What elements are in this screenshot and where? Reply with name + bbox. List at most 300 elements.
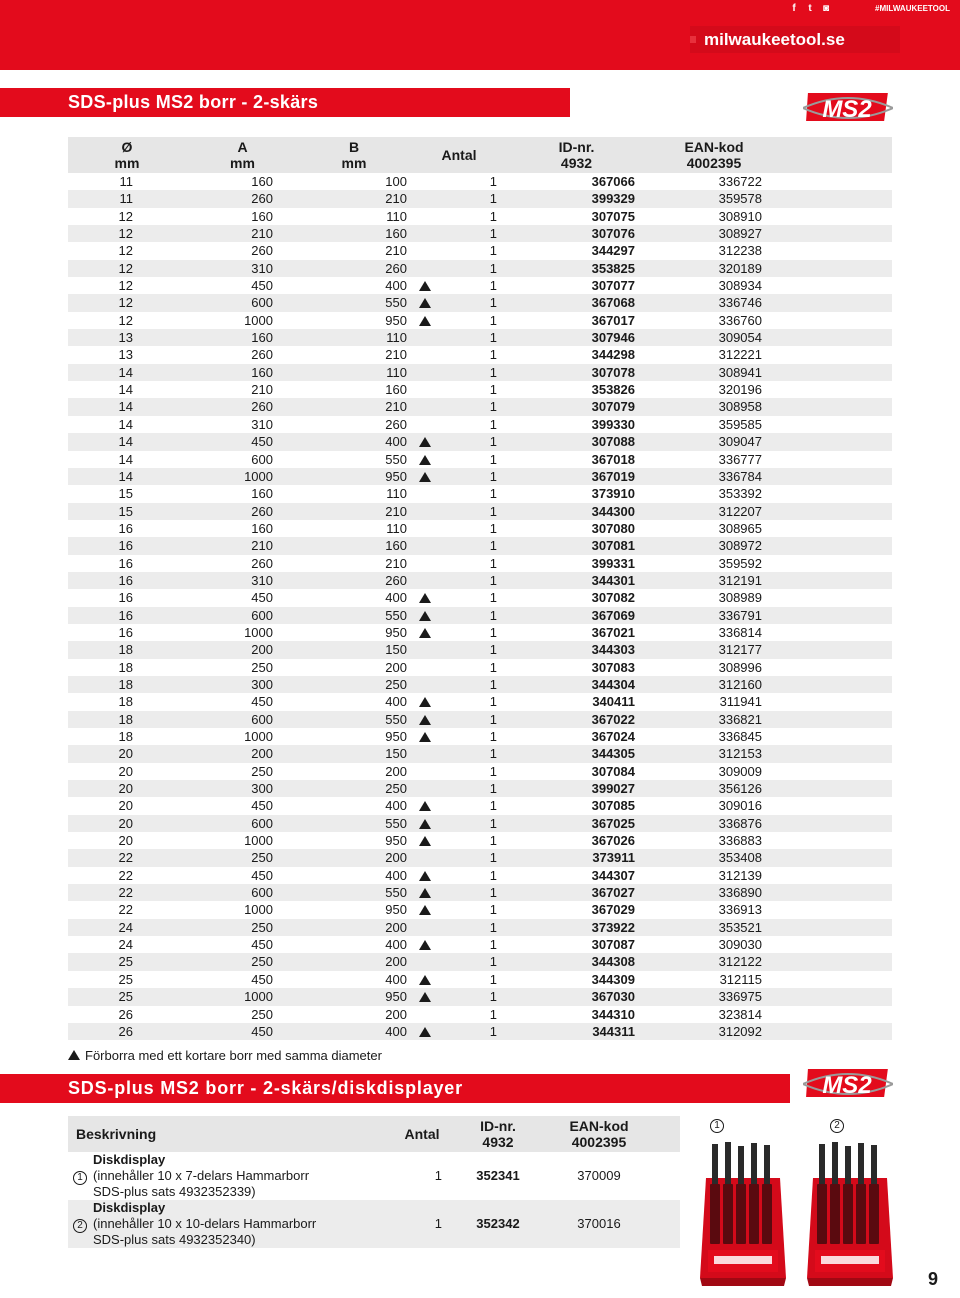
ean-cell: 323814 [718, 1006, 762, 1022]
table-row [68, 485, 892, 502]
ean-cell: 309030 [718, 937, 762, 953]
ean-cell: 336814 [718, 624, 762, 640]
triangle-icon [419, 472, 431, 482]
id-cell: 344304 [591, 676, 635, 692]
instagram-icon[interactable]: ◙ [822, 3, 830, 14]
length-b-cell: 210 [385, 503, 407, 519]
ean-cell: 356126 [718, 781, 762, 797]
product-desc: (innehåller 10 x 7-delars Hammarborr [93, 1168, 310, 1183]
diameter-cell: 24 [118, 937, 133, 953]
diameter-cell: 14 [118, 399, 133, 415]
qty-cell: 1 [489, 347, 497, 363]
triangle-icon [419, 888, 431, 898]
qty-cell: 1 [489, 295, 497, 311]
qty-cell: 1 [489, 746, 497, 762]
qty-cell: 1 [489, 174, 497, 189]
ean-cell: 336883 [718, 833, 762, 849]
site-dot [690, 36, 696, 43]
table-row [68, 329, 892, 346]
id-cell: 307082 [591, 590, 635, 606]
ean-cell: 312160 [718, 676, 762, 692]
qty-cell: 1 [489, 399, 497, 415]
product-name: Diskdisplay [93, 1200, 166, 1215]
id-cell: 307075 [591, 208, 635, 224]
ean-cell: 308972 [718, 538, 762, 554]
id-number: 352341 [476, 1168, 520, 1183]
length-b-cell: 550 [299, 711, 409, 728]
qty-cell: 1 [489, 798, 497, 814]
length-b-cell: 210 [385, 399, 407, 415]
length-a-cell: 310 [251, 416, 273, 432]
triangle-icon [419, 1027, 431, 1037]
length-a-cell: 450 [251, 1023, 273, 1039]
ms2-logo [803, 86, 893, 128]
length-b-cell: 200 [385, 919, 407, 935]
length-b-cell: 550 [299, 607, 409, 624]
length-a-cell: 1000 [244, 989, 273, 1005]
id-cell: 367068 [591, 295, 635, 311]
triangle-icon [419, 905, 431, 915]
length-b-cell: 100 [385, 174, 407, 189]
image-label: 1 [710, 1116, 724, 1133]
header-bar [0, 0, 960, 70]
facebook-icon[interactable]: f [792, 3, 796, 14]
id-cell: 367024 [591, 729, 635, 744]
id-cell: 307088 [591, 434, 635, 450]
length-a-cell: 160 [251, 364, 273, 380]
table-row [68, 728, 892, 745]
svg-text:MS2: MS2 [822, 1072, 872, 1099]
ean-cell: 312139 [718, 867, 762, 883]
length-a-cell: 250 [251, 919, 273, 935]
qty-cell: 1 [489, 624, 497, 640]
length-b-cell: 550 [299, 294, 409, 311]
diameter-cell: 14 [118, 416, 133, 432]
ean-cell: 336760 [718, 312, 762, 328]
ean-cell: 359592 [718, 555, 762, 571]
length-a-cell: 600 [251, 295, 273, 311]
length-a-cell: 160 [251, 174, 273, 189]
qty-cell: 1 [489, 451, 497, 467]
id-cell: 399027 [591, 781, 635, 797]
table-row [68, 971, 892, 988]
length-b-cell: 210 [385, 555, 407, 571]
length-a-cell: 450 [251, 937, 273, 953]
length-a-cell: 210 [251, 226, 273, 242]
id-cell: 367025 [591, 815, 635, 831]
triangle-icon [419, 455, 431, 465]
diameter-cell: 12 [118, 243, 133, 259]
qty-cell: 1 [489, 885, 497, 901]
triangle-icon [419, 593, 431, 603]
image-label: 2 [830, 1116, 844, 1133]
qty-cell: 1 [489, 989, 497, 1005]
triangle-icon [419, 281, 431, 291]
diameter-cell: 25 [118, 971, 133, 987]
qty-cell: 1 [489, 191, 497, 207]
id-cell: 353826 [591, 382, 635, 398]
qty-cell: 1 [489, 468, 497, 484]
table-row [68, 173, 892, 190]
id-cell: 344310 [591, 1006, 635, 1022]
id-cell: 340411 [592, 694, 635, 710]
table-row [68, 190, 892, 207]
id-cell: 367026 [591, 833, 635, 849]
number-badge: 1 [73, 1171, 87, 1185]
length-b-cell: 110 [386, 208, 407, 224]
ean-cell: 309047 [718, 434, 762, 450]
id-cell: 307079 [591, 399, 635, 415]
site-link[interactable] [690, 26, 900, 53]
table-row [68, 815, 892, 832]
col-antal: Antal [441, 147, 477, 163]
length-a-cell: 250 [251, 659, 273, 675]
qty-cell: 1 [489, 902, 497, 918]
length-b-cell: 250 [385, 676, 407, 692]
length-b-cell: 200 [385, 763, 407, 779]
ean-cell: 336784 [718, 468, 762, 484]
col-a: A mm [230, 139, 255, 171]
qty-cell: 1 [489, 833, 497, 849]
col-antal-2: Antal [404, 1126, 440, 1142]
diameter-cell: 22 [118, 885, 133, 901]
length-b-cell: 400 [299, 1023, 409, 1040]
length-a-cell: 450 [251, 434, 273, 450]
qty-cell: 1 [489, 781, 497, 797]
ean-cell: 308941 [718, 364, 762, 380]
table-row [68, 797, 892, 814]
triangle-icon [419, 628, 431, 638]
length-b-cell: 110 [386, 486, 407, 502]
diameter-cell: 26 [118, 1023, 133, 1039]
length-b-cell: 260 [385, 260, 407, 276]
id-cell: 367069 [591, 607, 635, 623]
length-b-cell: 950 [299, 624, 409, 641]
diameter-cell: 22 [118, 902, 133, 918]
table-row [68, 364, 892, 381]
display-row [68, 1200, 680, 1248]
qty-cell: 1 [489, 278, 497, 294]
diameter-cell: 25 [118, 989, 133, 1005]
diameter-cell: 14 [118, 468, 133, 484]
length-a-cell: 260 [251, 503, 273, 519]
qty-cell: 1 [489, 867, 497, 883]
triangle-icon [419, 992, 431, 1002]
diameter-cell: 20 [118, 798, 133, 814]
ean-cell: 308965 [718, 520, 762, 536]
table-row [68, 659, 892, 676]
length-a-cell: 300 [251, 781, 273, 797]
ean-cell: 336722 [718, 174, 762, 189]
product-desc: (innehåller 10 x 10-delars Hammarborr [93, 1216, 317, 1231]
qty-cell: 1 [489, 642, 497, 658]
table-row [68, 1006, 892, 1023]
ean-cell: 308910 [718, 208, 762, 224]
ean-cell: 309016 [718, 798, 762, 814]
ean-cell: 336913 [718, 902, 762, 918]
id-cell: 367066 [591, 174, 635, 189]
length-b-cell: 200 [385, 850, 407, 866]
length-a-cell: 160 [251, 520, 273, 536]
id-cell: 344307 [591, 867, 635, 883]
id-cell: 367022 [591, 711, 635, 727]
ean-cell: 308934 [718, 278, 762, 294]
qty-cell: 1 [489, 226, 497, 242]
twitter-icon[interactable]: t [808, 3, 812, 14]
qty-cell: 1 [489, 590, 497, 606]
diameter-cell: 12 [118, 208, 133, 224]
id-cell: 399331 [591, 555, 635, 571]
qty-cell: 1 [489, 330, 497, 346]
length-b-cell: 950 [299, 312, 409, 329]
table-row [68, 451, 892, 468]
length-a-cell: 1000 [244, 468, 273, 484]
table-row [68, 277, 892, 294]
table-row [68, 1023, 892, 1040]
diameter-cell: 16 [118, 590, 133, 606]
qty-cell: 1 [489, 815, 497, 831]
length-a-cell: 450 [251, 867, 273, 883]
id-cell: 307084 [591, 763, 635, 779]
table-row [68, 589, 892, 606]
length-b-cell: 110 [386, 364, 407, 380]
length-b-cell: 950 [299, 832, 409, 849]
diameter-cell: 14 [118, 382, 133, 398]
length-b-cell: 400 [299, 277, 409, 294]
diameter-cell: 12 [118, 260, 133, 276]
ean-cell: 312115 [719, 971, 762, 987]
ean-cell: 336791 [718, 607, 762, 623]
ean-cell: 308989 [718, 590, 762, 606]
col-id-2: ID-nr. 4932 [480, 1118, 516, 1150]
diameter-cell: 20 [118, 815, 133, 831]
length-b-cell: 260 [385, 572, 407, 588]
col-diameter: Ø mm [114, 139, 140, 171]
qty-cell: 1 [489, 243, 497, 259]
table-row [68, 572, 892, 589]
table-row [68, 624, 892, 641]
length-b-cell: 160 [385, 382, 407, 398]
id-cell: 344297 [591, 243, 635, 259]
diameter-cell: 15 [118, 503, 133, 519]
qty-cell: 1 [489, 312, 497, 328]
ean-cell: 311941 [719, 694, 762, 710]
length-b-cell: 150 [385, 642, 407, 658]
length-a-cell: 250 [251, 1006, 273, 1022]
length-b-cell: 550 [299, 451, 409, 468]
length-a-cell: 310 [251, 260, 273, 276]
qty-cell: 1 [489, 676, 497, 692]
table-row [68, 763, 892, 780]
triangle-icon [419, 871, 431, 881]
id-cell: 353825 [591, 260, 635, 276]
qty-cell: 1 [489, 572, 497, 588]
table-row [68, 346, 892, 363]
length-a-cell: 160 [251, 330, 273, 346]
length-a-cell: 600 [251, 711, 273, 727]
length-a-cell: 260 [251, 399, 273, 415]
triangle-icon [419, 298, 431, 308]
table-row [68, 260, 892, 277]
qty-cell: 1 [489, 919, 497, 935]
diameter-cell: 20 [118, 833, 133, 849]
diameter-cell: 26 [118, 1006, 133, 1022]
table-row [68, 711, 892, 728]
ean-cell: 312191 [718, 572, 762, 588]
table-row [68, 537, 892, 554]
table-row [68, 294, 892, 311]
length-a-cell: 1000 [244, 902, 273, 918]
diameter-cell: 16 [118, 555, 133, 571]
table-row [68, 780, 892, 797]
display-row [68, 1152, 680, 1200]
diameter-cell: 18 [118, 694, 133, 710]
diameter-cell: 13 [118, 347, 133, 363]
ean-cell: 320196 [718, 382, 762, 398]
diameter-cell: 24 [118, 919, 133, 935]
table-row [68, 225, 892, 242]
col-ean-2: EAN-kod 4002395 [569, 1118, 629, 1150]
table-row [68, 919, 892, 936]
section-title-2: SDS-plus MS2 borr - 2-skärs/diskdisplayer [0, 1074, 790, 1103]
qty-cell: 1 [489, 607, 497, 623]
ean-cell: 336777 [718, 451, 762, 467]
page-number: 9 [927, 1269, 938, 1289]
id-cell: 367021 [591, 624, 635, 640]
id-cell: 307083 [591, 659, 635, 675]
length-b-cell: 200 [385, 1006, 407, 1022]
length-b-cell: 400 [299, 693, 409, 710]
table-row [68, 433, 892, 450]
diameter-cell: 18 [118, 729, 133, 744]
table-row [68, 936, 892, 953]
qty-cell: 1 [489, 763, 497, 779]
product-name: Diskdisplay [93, 1152, 166, 1167]
length-a-cell: 210 [251, 382, 273, 398]
id-cell: 373922 [591, 919, 635, 935]
qty-cell: 1 [489, 555, 497, 571]
ean-cell: 312122 [718, 954, 762, 970]
length-a-cell: 600 [251, 815, 273, 831]
qty-cell: 1 [489, 954, 497, 970]
diameter-cell: 25 [118, 954, 133, 970]
length-a-cell: 450 [251, 590, 273, 606]
triangle-icon [419, 437, 431, 447]
qty-cell: 1 [489, 416, 497, 432]
product-desc: SDS-plus sats 4932352339) [93, 1184, 256, 1199]
length-a-cell: 600 [251, 451, 273, 467]
length-a-cell: 250 [251, 763, 273, 779]
length-b-cell: 160 [385, 538, 407, 554]
id-cell: 344305 [591, 746, 635, 762]
length-b-cell: 200 [385, 659, 407, 675]
table-row [68, 242, 892, 259]
length-b-cell: 400 [299, 797, 409, 814]
id-cell: 367027 [591, 885, 635, 901]
table-body [68, 173, 892, 1040]
table-row [68, 676, 892, 693]
length-a-cell: 260 [251, 191, 273, 207]
ms2-logo-2 [803, 1062, 893, 1104]
table-row [68, 398, 892, 415]
display-table [68, 1116, 680, 1248]
diameter-cell: 20 [118, 781, 133, 797]
ean-code: 370009 [577, 1168, 621, 1183]
table-row [68, 381, 892, 398]
id-cell: 367030 [591, 989, 635, 1005]
id-cell: 344303 [591, 642, 635, 658]
diameter-cell: 18 [118, 659, 133, 675]
length-a-cell: 310 [251, 572, 273, 588]
length-a-cell: 250 [251, 850, 273, 866]
ean-code: 370016 [577, 1216, 621, 1231]
length-b-cell: 150 [385, 746, 407, 762]
length-b-cell: 250 [385, 781, 407, 797]
length-b-cell: 400 [299, 971, 409, 988]
qty-cell: 1 [489, 1006, 497, 1022]
qty-cell: 1 [489, 850, 497, 866]
length-a-cell: 450 [251, 798, 273, 814]
product-desc: SDS-plus sats 4932352340) [93, 1232, 256, 1247]
length-b-cell: 400 [299, 867, 409, 884]
id-cell: 367029 [591, 902, 635, 918]
diameter-cell: 16 [118, 607, 133, 623]
length-b-cell: 400 [299, 433, 409, 450]
table-row [68, 503, 892, 520]
length-b-cell: 210 [385, 347, 407, 363]
length-b-cell: 110 [386, 520, 407, 536]
ean-cell: 308927 [718, 226, 762, 242]
drill-bit-table [68, 137, 892, 1040]
ean-cell: 312177 [718, 642, 762, 658]
counter-display-image [698, 1138, 788, 1288]
ean-cell: 359578 [718, 191, 762, 207]
diameter-cell: 14 [118, 451, 133, 467]
length-a-cell: 1000 [244, 833, 273, 849]
id-cell: 344309 [591, 971, 635, 987]
ean-cell: 336975 [718, 989, 762, 1005]
length-b-cell: 950 [299, 988, 409, 1005]
diameter-cell: 12 [118, 295, 133, 311]
counter-display-image [805, 1138, 895, 1288]
diameter-cell: 16 [118, 624, 133, 640]
triangle-icon [419, 940, 431, 950]
qty: 1 [434, 1168, 442, 1183]
qty-cell: 1 [489, 520, 497, 536]
id-cell: 373911 [592, 850, 635, 866]
table-row [68, 693, 892, 710]
triangle-icon [68, 1050, 80, 1060]
id-cell: 307077 [591, 278, 635, 294]
triangle-icon [419, 715, 431, 725]
diameter-cell: 16 [118, 538, 133, 554]
qty-cell: 1 [489, 538, 497, 554]
length-a-cell: 200 [251, 746, 273, 762]
length-b-cell: 210 [385, 243, 407, 259]
ean-cell: 312153 [718, 746, 762, 762]
id-cell: 344301 [591, 572, 635, 588]
qty-cell: 1 [489, 711, 497, 727]
length-a-cell: 1000 [244, 624, 273, 640]
qty-cell: 1 [489, 208, 497, 224]
col-b: B mm [341, 139, 367, 171]
id-cell: 307081 [591, 538, 635, 554]
length-a-cell: 250 [251, 954, 273, 970]
qty-cell: 1 [489, 434, 497, 450]
qty-cell: 1 [489, 659, 497, 675]
length-a-cell: 450 [251, 971, 273, 987]
diameter-cell: 12 [118, 312, 133, 328]
